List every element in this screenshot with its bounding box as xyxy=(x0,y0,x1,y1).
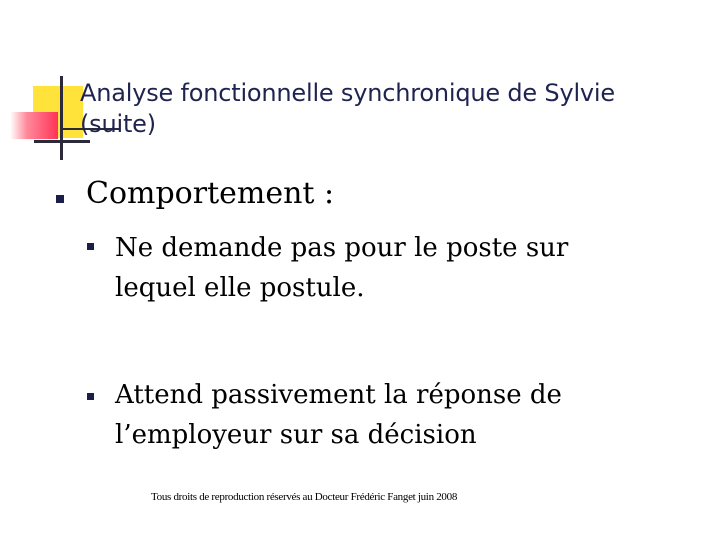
list-item-1-line-2: lequel elle postule. xyxy=(115,273,365,303)
square-bullet-icon xyxy=(87,393,94,400)
list-item-2 xyxy=(115,375,675,455)
list-item-2-line-2: l’employeur sur sa décision xyxy=(115,420,477,450)
square-bullet-icon xyxy=(87,243,94,250)
logo-red-bar xyxy=(10,112,58,139)
footer-copyright: Tous droits de reproduction réservés au Docteur Frédéric Fanget juin 2008 xyxy=(151,491,458,503)
logo-vertical-line xyxy=(60,76,63,160)
list-item-1-line-1: Ne demande pas pour le poste sur xyxy=(115,233,569,263)
slide-title-line-2: (suite) xyxy=(80,110,156,138)
logo-horizontal-line xyxy=(34,140,90,143)
list-item-1 xyxy=(115,228,675,308)
slide-title xyxy=(80,78,716,140)
square-bullet-icon xyxy=(56,195,64,203)
list-item-2-line-1: Attend passivement la réponse de xyxy=(115,380,562,410)
heading-comportement: Comportement : xyxy=(86,176,335,211)
slide-title-line-1: Analyse fonctionnelle synchronique de Sylvie xyxy=(80,79,615,107)
